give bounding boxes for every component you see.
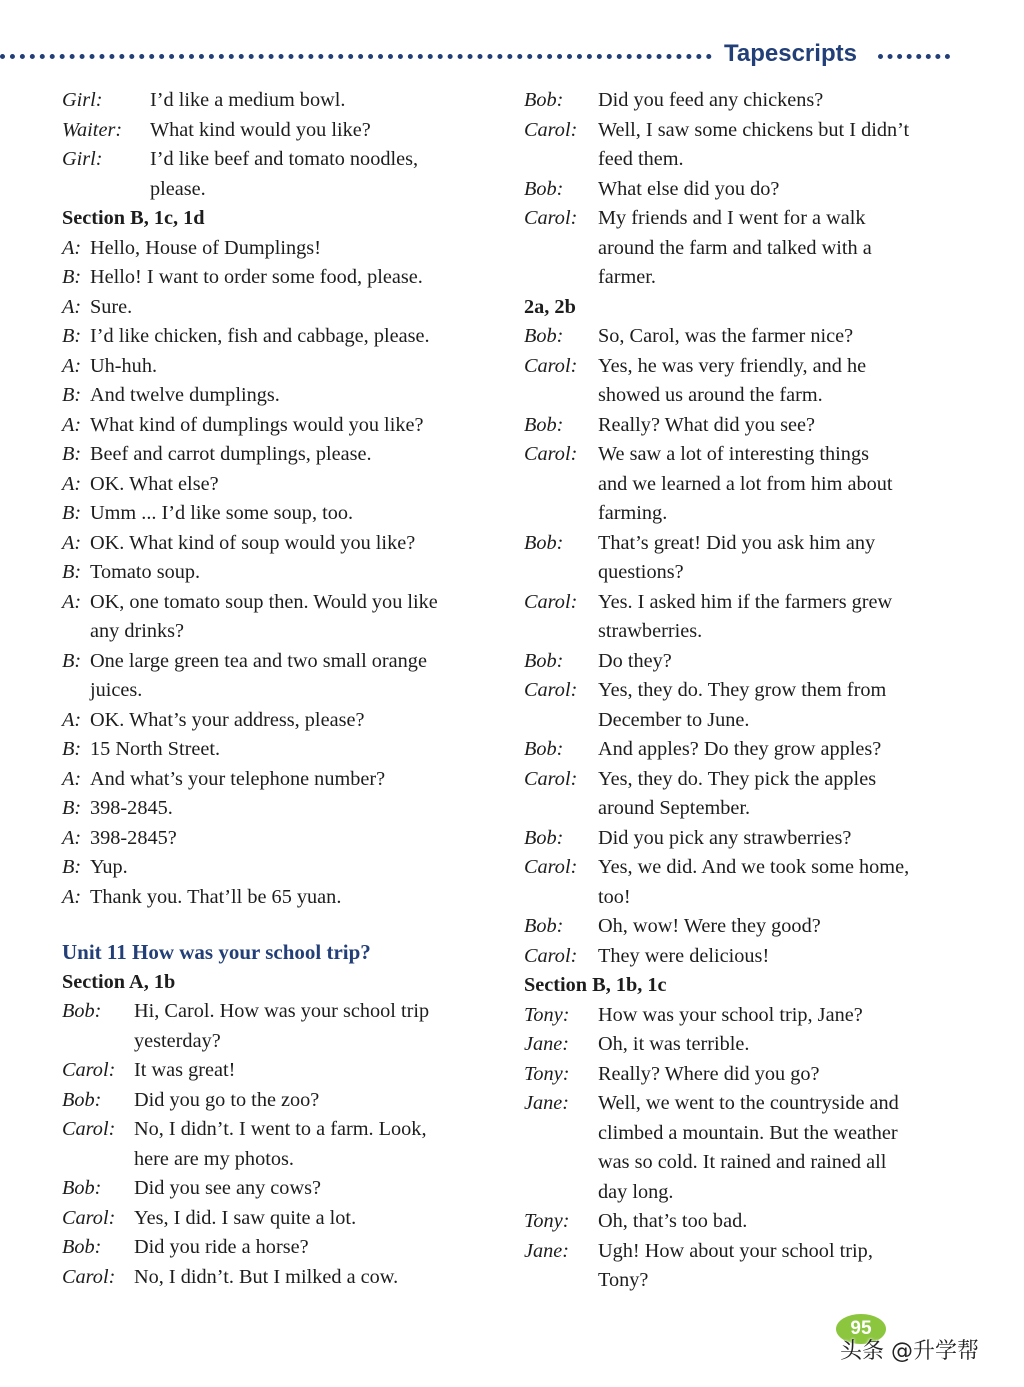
dialogue-line (524, 588, 964, 618)
dialogue-line (62, 263, 502, 293)
section-heading: 2a, 2b (524, 295, 576, 318)
dialogue-text: Did you feed any chickens? (598, 89, 824, 111)
page-number-badge: 95 (836, 1314, 886, 1344)
dialogue-line (524, 234, 964, 264)
speaker-label: Carol: (62, 1265, 116, 1288)
header-title: Tapescripts (724, 40, 857, 67)
speaker-label: Bob: (524, 325, 564, 347)
dialogue-line (524, 942, 964, 972)
dialogue-text: Beef and carrot dumplings, please. (90, 443, 372, 465)
dialogue-line (524, 499, 964, 529)
dialogue-line (524, 706, 964, 736)
speaker-label: Bob: (62, 1088, 102, 1111)
speaker-label: A: (62, 413, 82, 436)
speaker-label: B: (62, 797, 82, 819)
dialogue-text: How was your school trip, Jane? (598, 1003, 863, 1026)
dialogue-text: Ugh! How about your school trip, (598, 1239, 873, 1262)
dialogue-line (62, 1204, 502, 1234)
dialogue-line (62, 706, 502, 736)
speaker-label: Carol: (524, 443, 578, 465)
dialogue-text: and we learned a lot from him about (598, 472, 893, 495)
dialogue-line (524, 470, 964, 500)
speaker-label: Girl: (62, 148, 103, 170)
speaker-label: A: (62, 767, 82, 790)
dialogue-text: I’d like a medium bowl. (150, 89, 346, 111)
right-column (524, 86, 964, 1296)
dialogue-line (62, 1056, 502, 1086)
speaker-label: B: (62, 384, 82, 406)
speaker-label: Carol: (524, 767, 578, 790)
dialogue-line (62, 647, 502, 677)
dialogue-line (62, 116, 502, 146)
dialogue-line (524, 1178, 964, 1208)
dialogue-line (524, 204, 964, 234)
dialogue-text: Did you ride a horse? (134, 1236, 309, 1258)
dialogue-line (62, 411, 502, 441)
dialogue-text: OK, one tomato soup then. Would you like (90, 590, 438, 613)
section-heading: Section A, 1b (62, 970, 176, 993)
dialogue-text: Well, we went to the countryside and (598, 1092, 899, 1114)
dialogue-text: 398-2845. (90, 797, 173, 819)
page-header (0, 38, 1024, 72)
dialogue-line (62, 440, 502, 470)
speaker-label: A: (62, 826, 82, 849)
dialogue-line (62, 1145, 502, 1175)
dialogue-text: Hello, House of Dumplings! (90, 236, 321, 259)
dialogue-text: Did you pick any strawberries? (598, 826, 852, 849)
dialogue-text: What else did you do? (598, 177, 780, 200)
dialogue-line (62, 588, 502, 618)
header-dotted-rule-left (0, 54, 712, 59)
dialogue-line (62, 470, 502, 500)
dialogue-text: around the farm and talked with a (598, 236, 872, 259)
speaker-label: Carol: (524, 944, 578, 967)
speaker-label: Bob: (524, 915, 564, 937)
dialogue-text: OK. What’s your address, please? (90, 708, 365, 731)
dialogue-line (62, 322, 502, 352)
speaker-label: Bob: (524, 413, 564, 436)
dialogue-text: Thank you. That’ll be 65 yuan. (90, 885, 342, 908)
dialogue-text: strawberries. (598, 620, 703, 642)
speaker-label: Jane: (524, 1239, 570, 1262)
speaker-label: A: (62, 885, 82, 908)
dialogue-text: showed us around the farm. (598, 384, 823, 406)
speaker-label: Jane: (524, 1033, 570, 1055)
dialogue-line (524, 1001, 964, 1031)
dialogue-text: Do they? (598, 649, 672, 672)
dialogue-text: Tony? (598, 1269, 649, 1291)
dialogue-line (62, 883, 502, 913)
dialogue-text: OK. What else? (90, 472, 219, 495)
dialogue-line (524, 1060, 964, 1090)
dialogue-line (62, 352, 502, 382)
speaker-label: Bob: (524, 89, 564, 111)
dialogue-line (62, 1115, 502, 1145)
speaker-label: Tony: (524, 1062, 570, 1085)
dialogue-text: Oh, it was terrible. (598, 1033, 750, 1055)
dialogue-line (524, 912, 964, 942)
dialogue-text: And what’s your telephone number? (90, 767, 386, 790)
dialogue-text: farming. (598, 502, 668, 524)
dialogue-line (62, 1263, 502, 1293)
dialogue-line (62, 1174, 502, 1204)
dialogue-text: Did you go to the zoo? (134, 1088, 320, 1111)
dialogue-text: feed them. (598, 148, 684, 170)
speaker-label: Bob: (62, 1236, 102, 1258)
dialogue-line (524, 735, 964, 765)
speaker-label: B: (62, 561, 82, 583)
dialogue-line (524, 883, 964, 913)
dialogue-text: And apples? Do they grow apples? (598, 738, 882, 760)
dialogue-text: Tomato soup. (90, 561, 201, 583)
speaker-label: Bob: (524, 738, 564, 760)
dialogue-line (524, 322, 964, 352)
dialogue-text: Hello! I want to order some food, please. (90, 266, 423, 288)
dialogue-line (62, 499, 502, 529)
speaker-label: Carol: (62, 1118, 116, 1140)
dialogue-line (524, 1266, 964, 1296)
dialogue-line (524, 86, 964, 116)
dialogue-line (524, 116, 964, 146)
dialogue-text: December to June. (598, 708, 750, 731)
dialogue-text: too! (598, 885, 631, 908)
speaker-label: Carol: (524, 856, 578, 878)
speaker-label: Carol: (524, 590, 578, 613)
watermark-text: 头条 @升学帮 (840, 1339, 979, 1364)
dialogue-text: day long. (598, 1180, 674, 1203)
dialogue-line (62, 824, 502, 854)
dialogue-line (524, 175, 964, 205)
dialogue-line (524, 529, 964, 559)
dialogue-text: was so cold. It rained and rained all (598, 1151, 887, 1173)
dialogue-text: Yes, they do. They pick the apples (598, 767, 877, 790)
speaker-label: A: (62, 590, 82, 613)
dialogue-text: Yes, they do. They grow them from (598, 679, 887, 701)
dialogue-line (524, 1089, 964, 1119)
dialogue-text: any drinks? (90, 620, 185, 642)
dialogue-text: 15 North Street. (90, 738, 221, 760)
dialogue-line (62, 293, 502, 323)
speaker-label: Tony: (524, 1210, 570, 1232)
speaker-label: Carol: (524, 354, 578, 377)
dialogue-text: Well, I saw some chickens but I didn’t (598, 118, 910, 141)
dialogue-line (524, 853, 964, 883)
speaker-label: B: (62, 649, 82, 672)
dialogue-text: Oh, that’s too bad. (598, 1210, 748, 1232)
speaker-label: Bob: (62, 1177, 102, 1199)
speaker-label: B: (62, 266, 82, 288)
dialogue-line (524, 558, 964, 588)
speaker-label: A: (62, 236, 82, 259)
dialogue-line (524, 145, 964, 175)
speaker-label: B: (62, 325, 82, 347)
dialogue-line (62, 765, 502, 795)
dialogue-text: They were delicious! (598, 944, 770, 967)
dialogue-line (62, 617, 502, 647)
dialogue-text: Uh-huh. (90, 354, 158, 377)
dialogue-line (524, 1148, 964, 1178)
dialogue-text: One large green tea and two small orange (90, 649, 427, 672)
speaker-label: B: (62, 443, 82, 465)
dialogue-text: yesterday? (134, 1029, 221, 1052)
dialogue-text: Umm ... I’d like some soup, too. (90, 502, 354, 524)
dialogue-text: please. (150, 177, 206, 200)
dialogue-line (524, 794, 964, 824)
dialogue-text: We saw a lot of interesting things (598, 443, 869, 465)
section-heading: Section B, 1b, 1c (524, 974, 667, 996)
dialogue-line (62, 381, 502, 411)
dialogue-text: Hi, Carol. How was your school trip (134, 1000, 430, 1022)
speaker-label: B: (62, 738, 82, 760)
dialogue-line (62, 175, 502, 205)
unit-title: Unit 11 How was your school trip? (62, 940, 371, 964)
dialogue-line (62, 997, 502, 1027)
speaker-label: Bob: (524, 826, 564, 849)
speaker-label: B: (62, 856, 82, 878)
dialogue-text: 398-2845? (90, 826, 177, 849)
dialogue-line (62, 529, 502, 559)
speaker-label: Bob: (524, 649, 564, 672)
speaker-label: Bob: (524, 177, 564, 200)
speaker-label: Girl: (62, 89, 103, 111)
dialogue-line (62, 794, 502, 824)
speaker-label: Carol: (524, 118, 578, 141)
dialogue-line (524, 617, 964, 647)
dialogue-text: Did you see any cows? (134, 1177, 321, 1199)
dialogue-text: juices. (90, 679, 143, 701)
dialogue-text: Really? Where did you go? (598, 1062, 820, 1085)
dialogue-text: OK. What kind of soup would you like? (90, 531, 416, 554)
dialogue-line (524, 1119, 964, 1149)
dialogue-line (62, 1027, 502, 1057)
speaker-label: A: (62, 472, 82, 495)
speaker-label: Waiter: (62, 118, 123, 141)
dialogue-line (524, 824, 964, 854)
dialogue-text: What kind of dumplings would you like? (90, 413, 424, 436)
dialogue-text: Yes. I asked him if the farmers grew (598, 590, 893, 613)
speaker-label: Carol: (524, 207, 578, 229)
dialogue-text: No, I didn’t. I went to a farm. Look, (134, 1118, 427, 1140)
speaker-label: Bob: (524, 531, 564, 554)
dialogue-text: Really? What did you see? (598, 413, 816, 436)
dialogue-line (524, 263, 964, 293)
dialogue-text: So, Carol, was the farmer nice? (598, 325, 854, 347)
dialogue-line (62, 1233, 502, 1263)
speaker-label: Carol: (62, 1206, 116, 1229)
dialogue-line (524, 1030, 964, 1060)
dialogue-line (524, 440, 964, 470)
dialogue-line (62, 86, 502, 116)
dialogue-text: I’d like beef and tomato noodles, (150, 148, 419, 170)
speaker-label: Bob: (62, 1000, 102, 1022)
dialogue-text: Yes, we did. And we took some home, (598, 856, 910, 878)
dialogue-line (62, 145, 502, 175)
dialogue-line (62, 234, 502, 264)
dialogue-line (524, 765, 964, 795)
dialogue-text: That’s great! Did you ask him any (598, 531, 876, 554)
dialogue-line (524, 381, 964, 411)
dialogue-text: Yup. (90, 856, 128, 878)
dialogue-line (62, 558, 502, 588)
dialogue-text: Sure. (90, 295, 133, 318)
dialogue-text: around September. (598, 797, 751, 819)
dialogue-text: questions? (598, 561, 684, 583)
dialogue-line (62, 853, 502, 883)
left-column (62, 86, 502, 1292)
dialogue-line (524, 411, 964, 441)
speaker-label: A: (62, 531, 82, 554)
dialogue-text: No, I didn’t. But I milked a cow. (134, 1265, 399, 1288)
dialogue-text: And twelve dumplings. (90, 384, 280, 406)
dialogue-line (524, 1207, 964, 1237)
speaker-label: A: (62, 354, 82, 377)
speaker-label: A: (62, 295, 82, 318)
speaker-label: Carol: (62, 1059, 116, 1081)
dialogue-text: It was great! (134, 1059, 236, 1081)
dialogue-line (62, 676, 502, 706)
dialogue-line (524, 647, 964, 677)
dialogue-text: here are my photos. (134, 1147, 294, 1170)
dialogue-text: Yes, he was very friendly, and he (598, 354, 867, 377)
dialogue-line (62, 735, 502, 765)
dialogue-line (524, 352, 964, 382)
speaker-label: Tony: (524, 1003, 570, 1026)
dialogue-line (524, 676, 964, 706)
dialogue-text: climbed a mountain. But the weather (598, 1121, 898, 1144)
header-dotted-rule-right (878, 54, 950, 59)
dialogue-line (62, 1086, 502, 1116)
dialogue-text: Oh, wow! Were they good? (598, 915, 821, 937)
speaker-label: B: (62, 502, 82, 524)
speaker-label: Carol: (524, 679, 578, 701)
dialogue-text: What kind would you like? (150, 118, 371, 141)
speaker-label: A: (62, 708, 82, 731)
speaker-label: Jane: (524, 1092, 570, 1114)
dialogue-text: Yes, I did. I saw quite a lot. (134, 1206, 357, 1229)
dialogue-text: My friends and I went for a walk (598, 207, 866, 229)
dialogue-text: I’d like chicken, fish and cabbage, please. (90, 325, 430, 347)
section-heading: Section B, 1c, 1d (62, 207, 205, 229)
dialogue-text: farmer. (598, 266, 656, 288)
dialogue-line (524, 1237, 964, 1267)
